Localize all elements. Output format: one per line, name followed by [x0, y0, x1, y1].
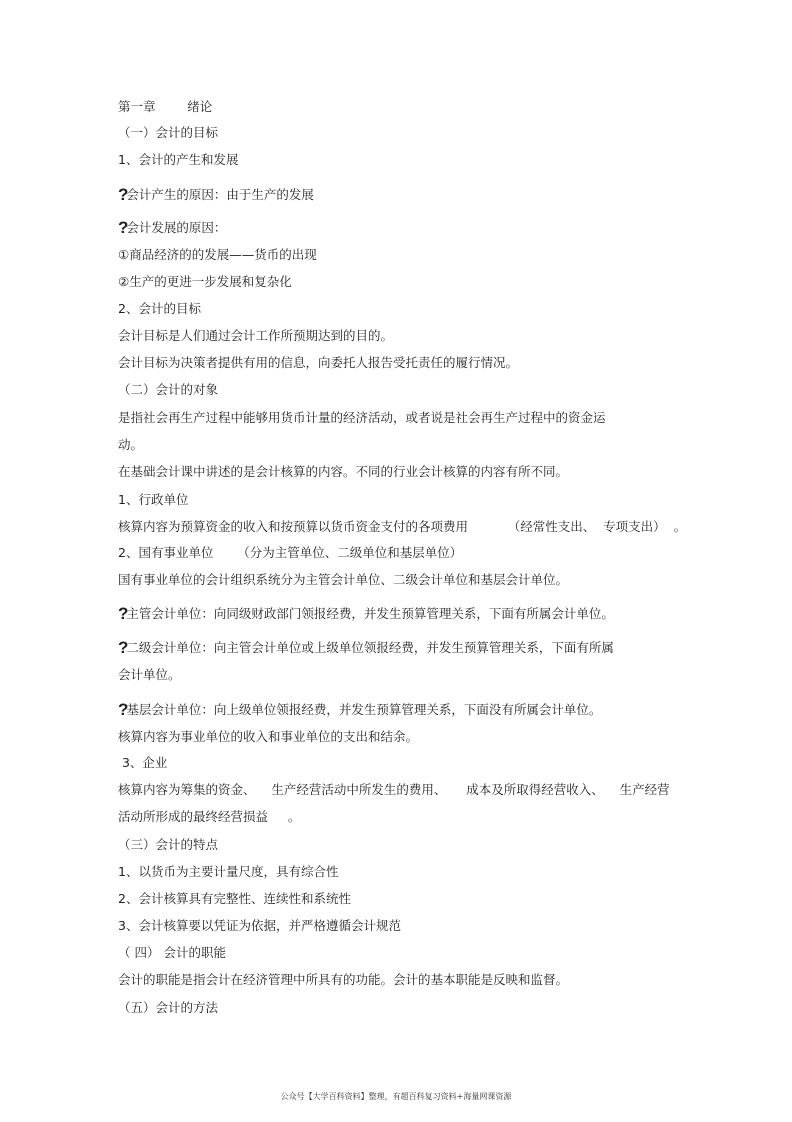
paragraph: 在基础会计课中讲述的是会计核算的内容。不同的行业会计核算的内容有所不同。	[118, 464, 569, 479]
bullet-line	[118, 187, 314, 203]
subsection-heading: 1、行政单位	[118, 492, 189, 507]
paragraph: 是指社会再生产过程中能够用货币计量的经济活动，或者说是社会再生产过程中的资金运	[118, 410, 606, 425]
list-item: 2、会计核算具有完整性、连续性和系统性	[118, 891, 351, 906]
list-item: 1、以货币为主要计量尺度，具有综合性	[118, 864, 339, 879]
section-heading: （二）会计的对象	[118, 382, 219, 397]
paragraph: 活动所形成的最终经营损益 。	[118, 809, 301, 824]
bullet-line	[118, 640, 614, 656]
bullet-text: 会计发展的原因：	[126, 220, 227, 235]
bullet-text: 主管会计单位：向同级财政部门领报经费，并发生预算管理关系，下面有所属会计单位。	[126, 606, 614, 621]
section-heading: （ 四） 会计的职能	[118, 945, 226, 960]
paragraph: 核算内容为事业单位的收入和事业单位的支出和结余。	[118, 729, 419, 744]
paragraph: 会计单位。	[118, 667, 181, 682]
chapter-title: 第一章 绪论	[118, 99, 213, 114]
bullet-icon: ?	[118, 218, 127, 237]
bullet-line	[118, 220, 226, 236]
paragraph: 会计目标为决策者提供有用的信息，向委托人报告受托责任的履行情况。	[118, 355, 519, 370]
section-heading: （一）会计的目标	[118, 125, 219, 140]
subsection-heading: 3、企业	[118, 755, 168, 770]
subsection-heading: 2、国有事业单位 （分为主管单位、二级单位和基层单位）	[118, 545, 463, 560]
section-heading: （三）会计的特点	[118, 837, 219, 852]
bullet-icon: ?	[118, 604, 127, 623]
bullet-icon: ?	[118, 638, 127, 657]
paragraph: 会计目标是人们通过会计工作所预期达到的目的。	[118, 328, 394, 343]
paragraph: 动。	[118, 437, 144, 452]
paragraph: ①商品经济的的发展——货币的出现	[118, 247, 317, 262]
bullet-icon: ?	[118, 185, 127, 204]
page-footer: 公众号【大学百科资料】整理，有超百科复习资料+海量网课资源	[280, 1092, 512, 1101]
bullet-text: 会计产生的原因：由于生产的发展	[126, 187, 314, 202]
bullet-icon: ?	[118, 700, 127, 719]
subsection-heading: 1、会计的产生和发展	[118, 152, 239, 167]
section-heading: （五）会计的方法	[118, 1000, 219, 1015]
bullet-text: 二级会计单位：向主管会计单位或上级单位领报经费，并发生预算管理关系，下面有所属	[126, 640, 614, 655]
paragraph: 核算内容为预算资金的收入和按预算以货币资金支付的各项费用 （经常性支出、 专项支出） 。	[118, 519, 687, 534]
subsection-heading: 2、会计的目标	[118, 301, 201, 316]
paragraph: 会计的职能是指会计在经济管理中所具有的功能。会计的基本职能是反映和监督。	[118, 972, 569, 987]
paragraph: 国有事业单位的会计组织系统分为主管会计单位、二级会计单位和基层会计单位。	[118, 572, 569, 587]
bullet-line	[118, 702, 601, 718]
list-item: 3、会计核算要以凭证为依据，并严格遵循会计规范	[118, 918, 401, 933]
paragraph: ②生产的更进一步发展和复杂化	[118, 274, 292, 289]
bullet-text: 基层会计单位：向上级单位领报经费，并发生预算管理关系，下面没有所属会计单位。	[126, 702, 602, 717]
paragraph: 核算内容为筹集的资金、 生产经营活动中所发生的费用、 成本及所取得经营收入、 生产经营	[118, 782, 670, 797]
bullet-line	[118, 606, 614, 622]
